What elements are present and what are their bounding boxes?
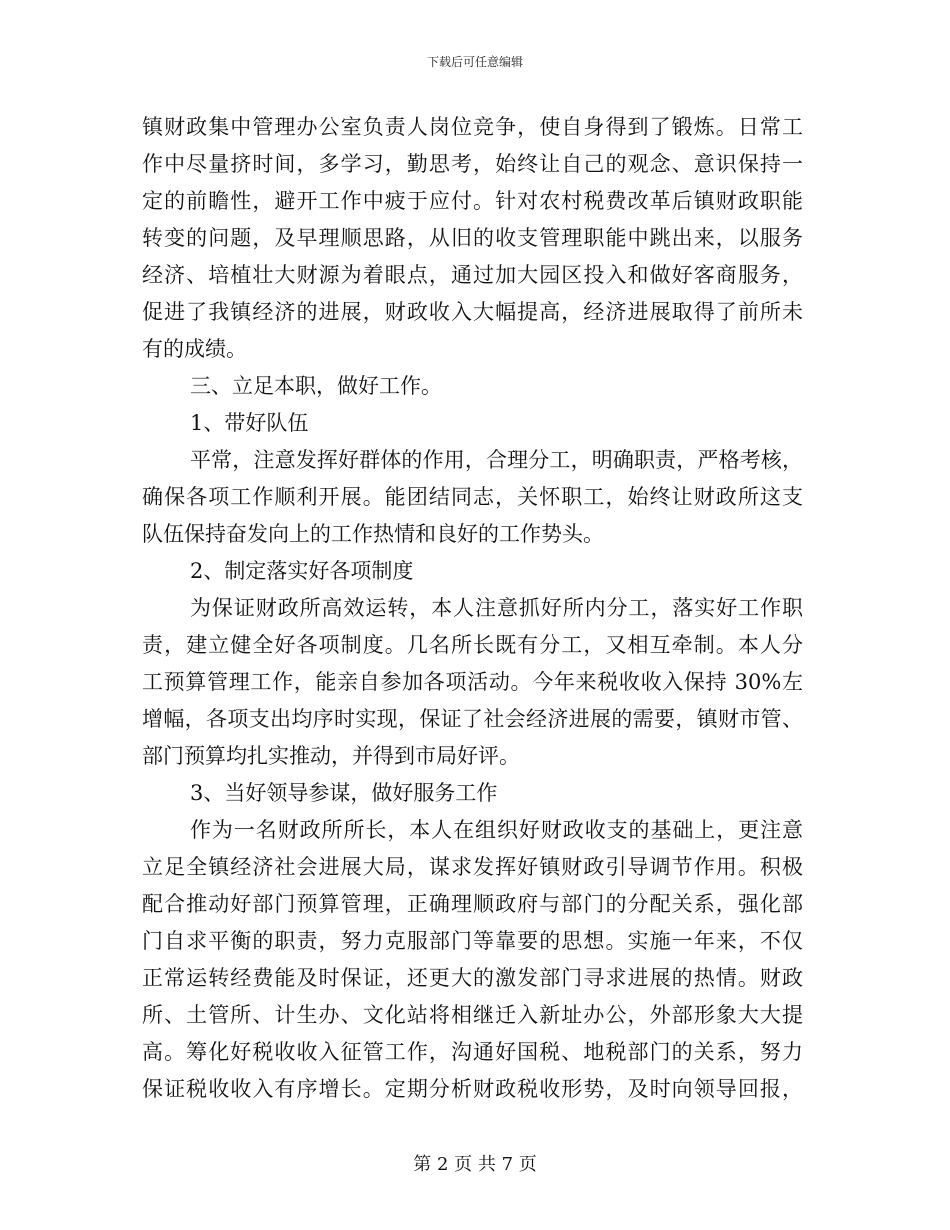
body-line: 门自求平衡的职责，努力克服部门等靠要的思想。实施一年来，不仅: [142, 929, 803, 953]
subsection-heading: 2、制定落实好各项制度: [190, 559, 414, 583]
body-line: 转变的问题，及早理顺思路，从旧的收支管理职能中跳出来，以服务: [142, 226, 803, 250]
body-line: 镇财政集中管理办公室负责人岗位竞争，使自身得到了锻炼。日常工: [142, 115, 803, 139]
page-number-footer: 第 2 页 共 7 页: [413, 1154, 537, 1175]
body-line: 正常运转经费能及时保证，还更大的激发部门寻求进展的热情。财政: [142, 966, 803, 990]
body-line: 作中尽量挤时间，多学习，勤思考，始终让自己的观念、意识保持一: [142, 152, 803, 176]
body-line: 保证税收收入有序增长。定期分析财政税收形势，及时向领导回报，: [142, 1077, 803, 1101]
body-line: 所、土管所、计生办、文化站将相继迁入新址办公，外部形象大大提: [142, 1003, 803, 1027]
body-line: 定的前瞻性，避开工作中疲于应付。针对农村税费改革后镇财政职能: [142, 189, 803, 213]
body-line: 促进了我镇经济的进展，财政收入大幅提高，经济进展取得了前所未: [142, 300, 803, 324]
body-line: 立足全镇经济社会进展大局，谋求发挥好镇财政引导调节作用。积极: [142, 855, 803, 879]
body-line: 确保各项工作顺利开展。能团结同志，关怀职工，始终让财政所这支: [142, 485, 803, 509]
subsection-heading: 3、当好领导参谋，做好服务工作: [190, 781, 498, 805]
document-body: [142, 109, 803, 1108]
body-line: 高。筹化好税收收入征管工作，沟通好国税、地税部门的关系，努力: [142, 1040, 803, 1064]
body-line: 有的成绩。: [142, 337, 247, 361]
body-line: 工预算管理工作，能亲自参加各项活动。今年来税收收入保持 30%左: [142, 670, 803, 694]
body-line: 作为一名财政所所长，本人在组织好财政收支的基础上，更注意: [190, 818, 803, 842]
section-heading: 三、立足本职，做好工作。: [190, 374, 442, 398]
subsection-heading: 1、带好队伍: [190, 411, 309, 435]
body-line: 经济、培植壮大财源为着眼点，通过加大园区投入和做好客商服务，: [142, 263, 803, 287]
body-line: 增幅，各项支出均序时实现，保证了社会经济进展的需要，镇财市管、: [142, 707, 803, 731]
page-header-note: 下载后可任意编辑: [426, 55, 523, 69]
body-line: 责，建立健全好各项制度。几名所长既有分工，又相互牵制。本人分: [142, 633, 803, 657]
body-line: 为保证财政所高效运转，本人注意抓好所内分工，落实好工作职: [190, 596, 803, 620]
body-line: 部门预算均扎实推动，并得到市局好评。: [142, 744, 520, 768]
body-line: 平常，注意发挥好群体的作用，合理分工，明确职责，严格考核，: [190, 448, 803, 472]
body-line: 配合推动好部门预算管理，正确理顺政府与部门的分配关系，强化部: [142, 892, 803, 916]
body-line: 队伍保持奋发向上的工作热情和良好的工作势头。: [142, 522, 604, 546]
